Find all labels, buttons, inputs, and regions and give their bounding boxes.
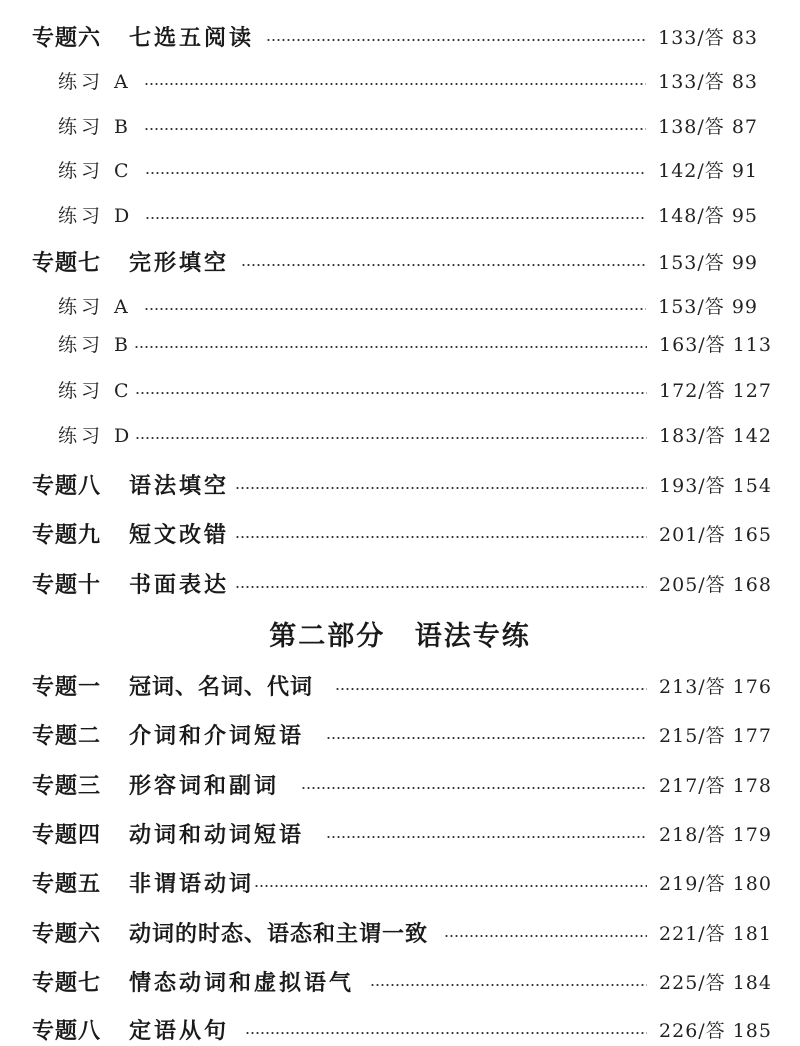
page-ref: 153/答 99	[658, 251, 758, 274]
dot-leader	[235, 487, 647, 489]
dot-leader	[241, 264, 646, 266]
dot-leader	[326, 737, 647, 739]
toc-entry-practice-c[interactable]	[0, 153, 800, 185]
topic-title: 介词和介词短语	[129, 723, 305, 749]
topic-title: 语法填空	[129, 473, 230, 499]
topic-number: 专题七	[32, 970, 102, 996]
topic-number: 专题二	[32, 723, 102, 749]
dot-leader	[301, 787, 647, 789]
practice-label: 练习 B	[58, 115, 133, 138]
practice-label: 练习 C	[58, 379, 133, 402]
practice-label: 练习 D	[58, 204, 134, 227]
page-ref: 163/答 113	[659, 333, 772, 356]
dot-leader	[235, 536, 647, 538]
toc-entry-topic7[interactable]	[0, 245, 800, 277]
page-ref: 213/答 176	[659, 675, 772, 698]
topic-number: 专题九	[32, 522, 102, 548]
topic-title: 动词和动词短语	[129, 822, 305, 848]
toc-entry-practice-d[interactable]	[0, 198, 800, 230]
toc-entry-practice-a[interactable]	[0, 289, 800, 321]
topic-title: 非谓语动词	[129, 871, 255, 897]
toc-entry-topic10[interactable]	[0, 566, 800, 600]
toc-entry-practice-b[interactable]	[0, 327, 800, 359]
dot-leader	[370, 984, 647, 986]
dot-leader	[135, 392, 647, 394]
toc-entry-practice-c[interactable]	[0, 373, 800, 405]
page-ref: 221/答 181	[659, 922, 772, 945]
toc-entry-practice-d[interactable]	[0, 418, 800, 450]
topic-title: 情态动词和虚拟语气	[129, 970, 355, 996]
topic-title: 定语从句	[129, 1018, 230, 1044]
toc-entry-topic9[interactable]	[0, 516, 800, 550]
topic-title: 完形填空	[129, 250, 230, 276]
practice-label: 练习 D	[58, 424, 134, 447]
dot-leader	[144, 83, 646, 85]
section-heading: 第二部分 语法专练	[269, 621, 531, 652]
page-ref: 217/答 178	[659, 774, 772, 797]
page-ref: 193/答 154	[659, 474, 772, 497]
topic-number: 专题一	[32, 674, 102, 700]
dot-leader	[134, 346, 647, 348]
topic-title: 七选五阅读	[129, 25, 255, 51]
toc-entry-grammar-4[interactable]	[0, 816, 800, 850]
page-ref: 201/答 165	[659, 523, 772, 546]
dot-leader	[145, 172, 647, 174]
page-ref: 133/答 83	[658, 26, 758, 49]
page-ref: 219/答 180	[659, 872, 772, 895]
topic-title: 动词的时态、语态和主谓一致	[129, 921, 429, 947]
page-ref: 133/答 83	[658, 70, 758, 93]
topic-number: 专题十	[32, 572, 102, 598]
toc-entry-grammar-7[interactable]	[0, 964, 800, 998]
page-ref: 205/答 168	[659, 573, 772, 596]
practice-label: 练习 B	[58, 333, 133, 356]
page-ref: 215/答 177	[659, 724, 772, 747]
toc-entry-grammar-5[interactable]	[0, 865, 800, 899]
dot-leader	[144, 308, 646, 310]
page-ref: 142/答 91	[658, 159, 758, 182]
topic-number: 专题四	[32, 822, 102, 848]
dot-leader	[135, 437, 647, 439]
topic-number: 专题六	[32, 921, 102, 947]
dot-leader	[145, 217, 646, 219]
practice-label: 练习 A	[58, 70, 132, 93]
page-ref: 172/答 127	[659, 379, 772, 402]
dot-leader	[326, 836, 647, 838]
page-ref: 138/答 87	[658, 115, 758, 138]
toc-entry-grammar-6[interactable]	[0, 915, 800, 949]
page-ref: 226/答 185	[659, 1019, 772, 1042]
toc-entry-topic6[interactable]	[0, 20, 800, 52]
page-ref: 153/答 99	[658, 295, 758, 318]
page-ref: 218/答 179	[659, 823, 772, 846]
page-ref: 225/答 184	[659, 971, 772, 994]
toc-entry-grammar-1[interactable]	[0, 668, 800, 702]
topic-title: 书面表达	[129, 572, 230, 598]
topic-number: 专题八	[32, 1018, 102, 1044]
topic-title: 短文改错	[129, 522, 230, 548]
topic-number: 专题五	[32, 871, 102, 897]
topic-number: 专题三	[32, 773, 102, 799]
topic-title: 冠词、名词、代词	[129, 674, 314, 700]
dot-leader	[266, 39, 646, 41]
toc-entry-grammar-8[interactable]	[0, 1012, 800, 1046]
toc-entry-grammar-3[interactable]	[0, 767, 800, 801]
topic-number: 专题八	[32, 473, 102, 499]
topic-number: 专题六	[32, 25, 102, 51]
practice-label: 练习 C	[58, 159, 133, 182]
dot-leader	[144, 128, 646, 130]
toc-entry-topic8[interactable]	[0, 467, 800, 501]
dot-leader	[444, 935, 647, 937]
toc-entry-practice-b[interactable]	[0, 109, 800, 141]
topic-title: 形容词和副词	[129, 773, 280, 799]
dot-leader	[335, 688, 647, 690]
dot-leader	[254, 885, 647, 887]
topic-number: 专题七	[32, 250, 102, 276]
dot-leader	[235, 586, 647, 588]
dot-leader	[245, 1032, 647, 1034]
toc-entry-grammar-2[interactable]	[0, 717, 800, 751]
toc-entry-practice-a[interactable]	[0, 64, 800, 96]
page-ref: 148/答 95	[658, 204, 758, 227]
practice-label: 练习 A	[58, 295, 132, 318]
page-ref: 183/答 142	[659, 424, 772, 447]
